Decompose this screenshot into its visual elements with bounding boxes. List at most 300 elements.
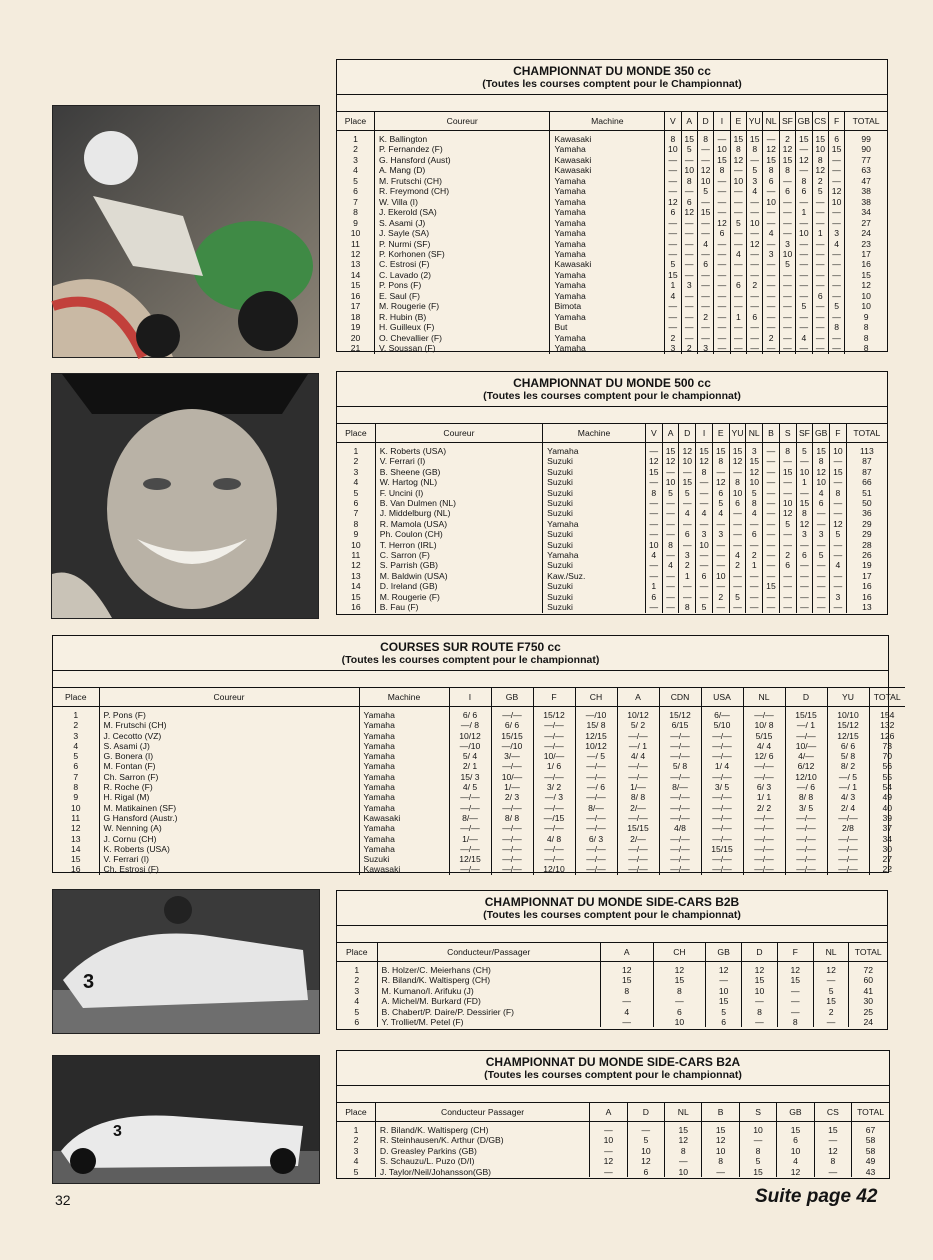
table-cell: —	[796, 239, 812, 249]
rider-name-cell: R. Mamola (USA)	[375, 519, 542, 529]
table-cell: 15	[777, 1122, 814, 1136]
table-cell: 6	[653, 1007, 706, 1017]
total-cell: 17	[846, 571, 887, 581]
table-row	[337, 312, 887, 322]
table-cell: Yamaha	[550, 186, 665, 196]
table-cell: 12	[712, 477, 729, 487]
table-cell: 15/15	[785, 707, 827, 721]
table-cell: —	[696, 519, 713, 529]
table-cell: —	[763, 343, 779, 353]
table-cell: 5/15	[743, 731, 785, 741]
table-cell: —/—	[491, 761, 533, 771]
table-cell: —/ 3	[533, 792, 575, 802]
column-header: TOTAL	[845, 112, 887, 131]
rider-name-cell: P. Korhonen (SF)	[374, 249, 550, 259]
column-header: TOTAL	[852, 1103, 889, 1122]
table-cell: —	[747, 197, 763, 207]
table-cell: 2/ 1	[449, 761, 491, 771]
rider-name-cell: F. Uncini (I)	[375, 488, 542, 498]
rider-name-cell: V. Soussan (F)	[374, 343, 550, 353]
total-cell: 12	[845, 280, 887, 290]
total-cell: 77	[845, 155, 887, 165]
table-cell: Yamaha	[550, 207, 665, 217]
rider-name-cell: G. Hansford (Aust)	[374, 155, 550, 165]
table-cell: —	[828, 207, 844, 217]
table-cell: 15/15	[617, 823, 659, 833]
column-header: Coureur	[374, 112, 550, 131]
table-cell: —/—	[785, 813, 827, 823]
table-cell: 3	[665, 343, 681, 353]
table-cell: —	[747, 270, 763, 280]
table-cell: 3	[353, 154, 358, 165]
table-cell: 1	[812, 228, 828, 238]
table-cell: 10	[777, 1146, 814, 1156]
rider-name-cell: R. Hubin (B)	[374, 312, 550, 322]
table-cell: 10	[702, 1146, 739, 1156]
rider-name-cell: B. Sheene (GB)	[375, 467, 542, 477]
table-row	[53, 854, 905, 864]
table-cell: 3	[696, 529, 713, 539]
column-header: Conducteur/Passager	[377, 943, 600, 962]
table-cell: —	[712, 519, 729, 529]
column-header: NL	[763, 112, 779, 131]
table-cell: 9	[73, 792, 79, 803]
table-cell: —	[796, 259, 812, 269]
table-cell: 5	[739, 1156, 776, 1166]
column-header: A	[590, 1103, 627, 1122]
rider-name-cell: J. Sayle (SA)	[374, 228, 550, 238]
table-cell: 12/10	[533, 864, 575, 874]
table-row	[53, 782, 905, 792]
table-cell: —	[714, 131, 730, 145]
table-cell: —	[665, 186, 681, 196]
table-cell: —	[796, 312, 812, 322]
table-cell: —	[645, 498, 662, 508]
table-cell: 6	[679, 529, 696, 539]
table-cell: —/ 1	[827, 782, 869, 792]
table-row	[53, 834, 905, 844]
table-cell: —	[697, 280, 713, 290]
table-cell: 12	[351, 560, 361, 571]
table-cell: —	[697, 333, 713, 343]
table-cell: —	[830, 550, 847, 560]
table-cell: —	[813, 519, 830, 529]
table-cell: 8	[813, 456, 830, 466]
table-cell: 6/12	[785, 761, 827, 771]
table-cell: 8	[779, 165, 795, 175]
table-cell: —/—	[785, 844, 827, 854]
table-cell: —	[813, 975, 849, 985]
table-cell: 5	[812, 186, 828, 196]
table-cell: —	[813, 571, 830, 581]
table-cell: 6/ 6	[827, 741, 869, 751]
table-f750-grid	[53, 687, 905, 875]
table-cell: 4	[600, 1007, 653, 1017]
total-cell: 8	[845, 343, 887, 353]
table-cell: 15	[714, 155, 730, 165]
total-cell: 49	[852, 1156, 889, 1166]
table-row	[337, 291, 887, 301]
table-cell: 11	[351, 238, 360, 249]
table-cell: —/—	[491, 707, 533, 721]
total-cell: 55	[869, 772, 905, 782]
table-row	[53, 803, 905, 813]
table-cell: —	[812, 218, 828, 228]
table-cell: 4/ 4	[617, 751, 659, 761]
table-cell: 4	[813, 488, 830, 498]
table-row	[337, 540, 887, 550]
table-row	[337, 280, 887, 290]
rider-name-cell: J. Ekerold (SA)	[374, 207, 550, 217]
table-cell: —	[796, 322, 812, 332]
table-cell: —	[813, 592, 830, 602]
table-cell: —	[763, 301, 779, 311]
table-cell: —	[779, 228, 795, 238]
table-cell: 5	[681, 144, 697, 154]
table-cell: —	[747, 249, 763, 259]
table-cell: 10	[747, 218, 763, 228]
table-cell: Kawasaki	[550, 165, 665, 175]
table-cell: —	[645, 529, 662, 539]
table-cell: —	[796, 280, 812, 290]
table-cell: —	[697, 322, 713, 332]
table-cell: 15	[706, 996, 742, 1006]
table-cell: —	[702, 1167, 739, 1177]
total-cell: 70	[869, 751, 905, 761]
table-cell: —/—	[449, 823, 491, 833]
table-cell: 4/ 5	[449, 782, 491, 792]
table-cell: —	[729, 519, 746, 529]
table-cell: Yamaha	[550, 228, 665, 238]
table-row	[337, 1007, 887, 1017]
table-cell: 3	[353, 466, 359, 477]
total-cell: 27	[845, 218, 887, 228]
table-cell: 6	[779, 560, 796, 570]
table-cell: 5	[796, 443, 813, 457]
table-cell: 15	[665, 270, 681, 280]
table-cell: 12	[779, 508, 796, 518]
total-cell: 26	[846, 550, 887, 560]
table-cell: 10	[746, 477, 763, 487]
table-header-row	[53, 688, 905, 707]
table-cell: 10	[729, 488, 746, 498]
table-cell: 4	[830, 560, 847, 570]
table-cell: 6	[353, 186, 358, 197]
table-cell: —	[697, 249, 713, 259]
table-500cc	[336, 371, 888, 615]
table-cell: —	[730, 239, 746, 249]
rider-name-cell: P. Pons (F)	[374, 280, 550, 290]
table-cell: 15	[697, 207, 713, 217]
table-cell: 3/ 5	[785, 803, 827, 813]
table-cell: 10	[70, 802, 81, 813]
rider-name-cell: O. Chevallier (F)	[374, 333, 550, 343]
table-cell: —/—	[701, 803, 743, 813]
column-header: SF	[796, 424, 813, 443]
column-header: Place	[337, 943, 377, 962]
rider-name-cell: J. Middelburg (NL)	[375, 508, 542, 518]
table-row	[53, 761, 905, 771]
table-cell: —	[681, 301, 697, 311]
table-cell: —	[747, 207, 763, 217]
total-cell: 54	[869, 782, 905, 792]
rider-name-cell: V. Ferrari (I)	[375, 456, 542, 466]
table-f750	[52, 635, 901, 875]
table-cell: Suzuki	[543, 602, 646, 612]
total-cell: 39	[869, 813, 905, 823]
table-cell: 4	[746, 508, 763, 518]
sidecar-b2a-number: 3	[113, 1123, 122, 1140]
table-cell: —	[812, 239, 828, 249]
table-cell: Yamaha	[550, 270, 665, 280]
table-cell: —	[730, 291, 746, 301]
column-header: YU	[827, 688, 869, 707]
table-cell: —	[779, 540, 796, 550]
table-cell: Suzuki	[543, 581, 646, 591]
table-row	[337, 571, 887, 581]
rider-name-cell: M. Rougerie (F)	[374, 301, 550, 311]
table-cell: —	[746, 602, 763, 612]
table-cell: —	[714, 259, 730, 269]
table-row	[337, 343, 887, 353]
table-cell: —	[813, 1017, 849, 1027]
rider-name-cell: T. Herron (IRL)	[375, 540, 542, 550]
table-cell: 3	[679, 550, 696, 560]
table-cell: —	[729, 508, 746, 518]
column-header: F	[777, 943, 813, 962]
table-cell: 15	[729, 443, 746, 457]
table-cell: —/—	[491, 834, 533, 844]
table-cell: —	[779, 322, 795, 332]
table-cell: Yamaha	[359, 751, 449, 761]
table-cell: 8	[763, 165, 779, 175]
table-cell: —	[730, 333, 746, 343]
table-cell: —	[747, 259, 763, 269]
column-header: A	[600, 943, 653, 962]
table-cell: 12	[665, 197, 681, 207]
total-cell: 38	[845, 197, 887, 207]
table-cell: 8	[696, 467, 713, 477]
table-cell: —	[730, 259, 746, 269]
table-cell: —	[779, 333, 795, 343]
table-cell: Yamaha	[550, 197, 665, 207]
column-header: YU	[747, 112, 763, 131]
rider-name-cell: Y. Trolliet/M. Petel (F)	[377, 1017, 600, 1027]
column-header: A	[681, 112, 697, 131]
table-cell: 8	[662, 540, 679, 550]
rider-name-cell: V. Ferrari (I)	[99, 854, 359, 864]
table-cell: 2	[353, 456, 359, 467]
table-cell: Yamaha	[359, 834, 449, 844]
rider-name-cell: K. Roberts (USA)	[99, 844, 359, 854]
table-cell: 6	[714, 228, 730, 238]
table-cell: 4	[697, 239, 713, 249]
table-cell: —	[779, 529, 796, 539]
rider-name-cell: G. Bonera (I)	[99, 751, 359, 761]
table-cell: 2/—	[617, 834, 659, 844]
table-cell: —	[828, 312, 844, 322]
column-header: D	[697, 112, 713, 131]
portrait-photo-graphic	[52, 374, 318, 618]
table-cell: 10	[739, 1122, 776, 1136]
table-cell: 3/—	[491, 751, 533, 761]
table-cell: 10	[665, 144, 681, 154]
table-cell: 15/12	[827, 720, 869, 730]
column-header: NL	[743, 688, 785, 707]
table-cell: 8	[796, 176, 812, 186]
table-cell: 5	[813, 550, 830, 560]
table-cell: 6	[696, 571, 713, 581]
table-cell: —	[763, 280, 779, 290]
total-cell: 67	[852, 1122, 889, 1136]
table-row	[337, 218, 887, 228]
table-cell: —	[712, 560, 729, 570]
table-cell: 8	[779, 443, 796, 457]
table-cell: —/—	[701, 741, 743, 751]
table-cell: 15	[779, 467, 796, 477]
table-cell: 3	[779, 239, 795, 249]
table-row	[337, 228, 887, 238]
table-cell: —	[830, 571, 847, 581]
table-cell: —	[681, 249, 697, 259]
table-cell: 12	[714, 218, 730, 228]
table-cell: 12	[645, 456, 662, 466]
table-row	[337, 1135, 889, 1145]
table-cell: Suzuki	[359, 854, 449, 864]
table-cell: 12	[746, 467, 763, 477]
table-row	[337, 176, 887, 186]
total-cell: 24	[849, 1017, 887, 1027]
column-header: Machine	[359, 688, 449, 707]
table-cell: 2	[679, 560, 696, 570]
table-cell: 4	[696, 508, 713, 518]
table-cell: —/ 6	[575, 782, 617, 792]
table-cell: 16	[350, 290, 361, 301]
table-cell: Yamaha	[359, 761, 449, 771]
table-cell: 8	[712, 456, 729, 466]
column-header: NL	[746, 424, 763, 443]
table-row	[337, 550, 887, 560]
table-cell: 10/—	[491, 772, 533, 782]
table-cell: 12	[662, 456, 679, 466]
rider-name-cell: Ch. Estrosi (F)	[99, 864, 359, 874]
table-cell: 8	[812, 155, 828, 165]
rider-name-cell: B. Van Dulmen (NL)	[375, 498, 542, 508]
table-cell: —	[653, 996, 706, 1006]
table-cell: —	[828, 291, 844, 301]
table-cell: —	[779, 477, 796, 487]
table-cell: 4/ 3	[827, 792, 869, 802]
table-cell: —	[763, 443, 780, 457]
table-cell: Yamaha	[359, 720, 449, 730]
table-cell: —	[697, 301, 713, 311]
table-350cc	[336, 59, 888, 352]
table-cell: —	[796, 144, 812, 154]
table-cell: —	[696, 498, 713, 508]
table-cell: 8	[742, 1007, 778, 1017]
table-cell: 10/12	[449, 731, 491, 741]
table-cell: —	[742, 1017, 778, 1027]
table-cell: —	[763, 270, 779, 280]
table-cell: —/—	[743, 707, 785, 721]
table-f750-subtitle: (Toutes les courses comptent pour le championnat)	[53, 654, 888, 671]
table-cell: 15	[779, 155, 795, 165]
table-cell: —	[681, 155, 697, 165]
table-cell: —	[828, 176, 844, 186]
table-cell: 4/ 4	[743, 741, 785, 751]
table-cell: Yamaha	[359, 792, 449, 802]
table-350cc-grid	[337, 111, 887, 354]
table-cell: 4	[353, 477, 359, 488]
table-cell: 2	[697, 312, 713, 322]
table-cell: —	[662, 602, 679, 612]
rider-name-cell: B. Chabert/P. Daire/P. Dessirier (F)	[377, 1007, 600, 1017]
table-cell: 5	[779, 519, 796, 529]
column-header: CH	[575, 688, 617, 707]
table-cell: 19	[350, 322, 361, 333]
table-cell: —	[763, 571, 780, 581]
table-cell: 15	[812, 131, 828, 145]
table-cell: 3/ 5	[701, 782, 743, 792]
table-cell: 5/ 4	[449, 751, 491, 761]
table-cell: 5	[353, 175, 358, 186]
table-cell: Yamaha	[359, 823, 449, 833]
table-cell: —	[763, 312, 779, 322]
table-b2a-subtitle: (Toutes les courses comptent pour le championnat)	[337, 1069, 889, 1086]
table-cell: —	[730, 197, 746, 207]
table-350cc-title: CHAMPIONNAT DU MONDE 350 cc	[513, 64, 711, 78]
table-cell: 8/—	[659, 782, 701, 792]
table-cell: 2/ 3	[491, 792, 533, 802]
table-cell: 6	[828, 131, 844, 145]
table-cell: 4	[354, 996, 360, 1007]
table-cell: —	[796, 343, 812, 353]
table-cell: —	[812, 280, 828, 290]
table-cell: Yamaha	[359, 844, 449, 854]
table-cell: —/—	[659, 803, 701, 813]
column-header: GB	[813, 424, 830, 443]
table-cell: 5	[706, 1007, 742, 1017]
table-cell: 2	[665, 333, 681, 343]
table-cell: —	[779, 270, 795, 280]
table-cell: —	[665, 176, 681, 186]
total-cell: 126	[869, 731, 905, 741]
table-cell: —	[729, 571, 746, 581]
column-header: GB	[796, 112, 812, 131]
table-cell: —	[697, 197, 713, 207]
table-cell: 2	[353, 1135, 359, 1146]
column-header: D	[627, 1103, 664, 1122]
total-cell: 60	[849, 975, 887, 985]
table-cell: 4	[763, 228, 779, 238]
column-header: F	[533, 688, 575, 707]
column-header: Place	[337, 424, 375, 443]
table-cell: 6	[353, 498, 359, 509]
table-cell: —	[696, 581, 713, 591]
table-cell: Kawasaki	[359, 864, 449, 874]
column-header: V	[665, 112, 681, 131]
table-cell: Yamaha	[550, 333, 665, 343]
total-cell: 30	[869, 844, 905, 854]
table-cell: —	[747, 333, 763, 343]
table-cell: —/—	[533, 803, 575, 813]
table-cell: —	[681, 228, 697, 238]
table-cell: 12	[813, 962, 849, 976]
table-cell: —	[812, 322, 828, 332]
table-cell: —	[697, 155, 713, 165]
table-cell: —	[665, 165, 681, 175]
column-header: F	[828, 112, 844, 131]
